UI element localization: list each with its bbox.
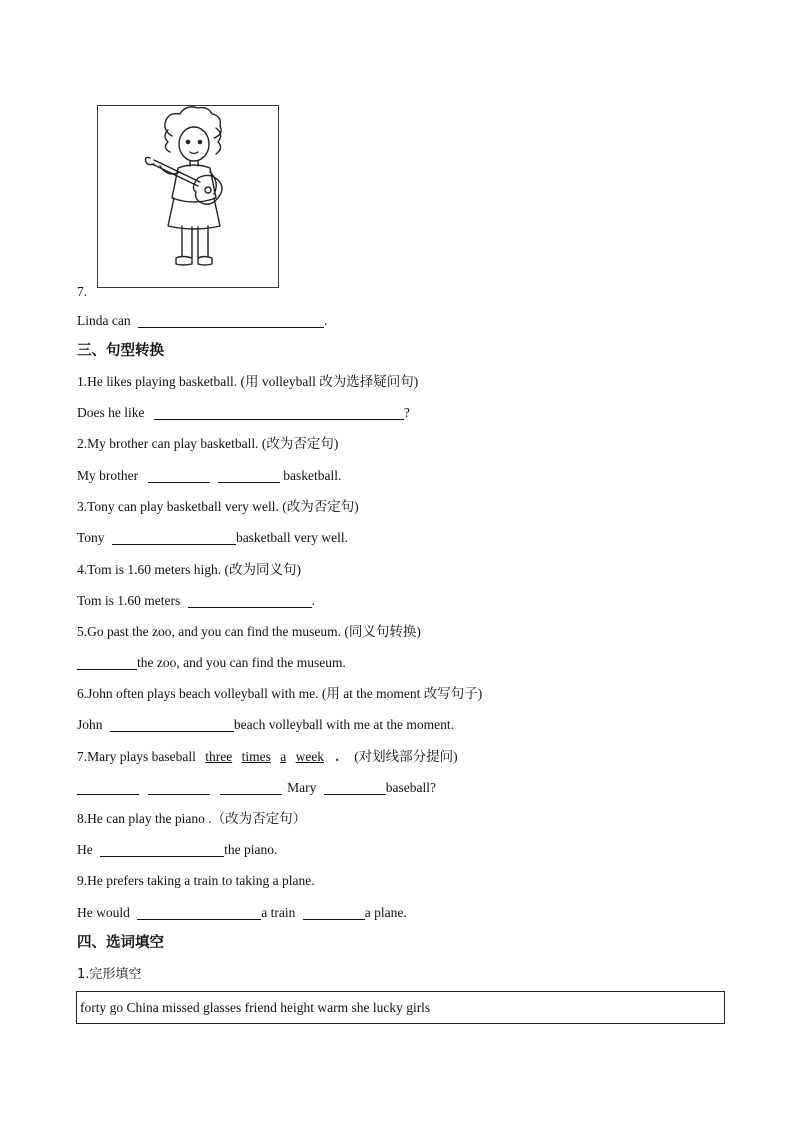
s3-q1-question: 1.He likes playing basketball. (用 volleyball 改为选择疑问句) (77, 374, 419, 389)
answer-blank[interactable] (77, 780, 139, 795)
section-4-title: 四、选词填空 (77, 935, 164, 951)
underlined-word: times (241, 749, 271, 764)
answer-blank[interactable] (218, 468, 280, 483)
answer-suffix: the piano. (224, 842, 278, 857)
section-3-title: 三、句型转换 (77, 343, 164, 359)
answer-prefix: My brother (77, 468, 139, 483)
question-7-answer-line (77, 312, 327, 330)
s3-q3-question: 3.Tony can play basketball very well. (改为否定句) (77, 499, 359, 514)
answer-prefix: John (77, 717, 103, 732)
girl-playing-guitar-illustration (97, 105, 279, 288)
word-bank-box (76, 991, 725, 1024)
answer-prefix: He would (77, 905, 130, 920)
answer-mid: Mary (287, 780, 317, 795)
s3-q3-answer (77, 529, 348, 547)
answer-blank[interactable] (220, 780, 282, 795)
answer-blank[interactable] (148, 780, 210, 795)
s3-q9-question: 9.He prefers taking a train to taking a plane. (77, 873, 315, 888)
s3-q6-answer (77, 716, 454, 734)
s3-q9-answer (77, 904, 407, 922)
answer-blank[interactable] (188, 593, 312, 608)
answer-blank[interactable] (112, 530, 236, 545)
question-7-number: 7. (77, 284, 88, 299)
answer-blank[interactable] (303, 905, 365, 920)
s3-q4-answer (77, 592, 315, 610)
answer-suffix: the zoo, and you can find the museum. (137, 655, 346, 670)
answer-suffix: ? (403, 405, 410, 420)
answer-blank[interactable] (110, 717, 234, 732)
word-bank-text: forty go China missed glasses friend height warm she lucky girls (80, 1000, 431, 1015)
answer-mid: a train (261, 905, 296, 920)
answer-prefix: Does he like (77, 405, 145, 420)
underlined-word: three (205, 749, 233, 764)
question-period: . (335, 749, 339, 764)
answer-suffix: baseball? (385, 780, 436, 795)
question-7-prompt: Linda can (77, 313, 131, 328)
section-4-subtitle: 1.完形填空 (77, 967, 142, 982)
answer-suffix: . (311, 593, 316, 608)
answer-prefix: Tom is 1.60 meters (77, 593, 181, 608)
answer-blank[interactable] (100, 842, 224, 857)
answer-blank[interactable] (324, 780, 386, 795)
s3-q2-answer (77, 467, 341, 485)
question-7-period: . (323, 313, 328, 328)
question-text: 7.Mary plays baseball (77, 749, 196, 764)
s3-q5-question: 5.Go past the zoo, and you can find the museum. (同义句转换) (77, 624, 421, 639)
s3-q7-answer (77, 779, 436, 797)
answer-suffix: basketball very well. (235, 530, 349, 545)
answer-prefix: He (77, 842, 93, 857)
answer-blank[interactable] (77, 655, 137, 670)
answer-blank[interactable] (154, 405, 404, 420)
s3-q1-answer (77, 404, 410, 422)
girl-guitar-drawing (98, 106, 277, 286)
answer-suffix: a plane. (364, 905, 407, 920)
s3-q8-question: 8.He can play the piano .（改为否定句） (77, 811, 307, 826)
underlined-word: week (295, 749, 325, 764)
answer-blank[interactable] (137, 905, 261, 920)
s3-q4-question: 4.Tom is 1.60 meters high. (改为同义句) (77, 562, 302, 577)
answer-suffix: beach volleyball with me at the moment. (233, 717, 454, 732)
s3-q7-question (77, 748, 458, 766)
s3-q8-answer (77, 841, 277, 859)
s3-q5-answer (77, 654, 346, 672)
answer-blank[interactable] (138, 313, 324, 328)
answer-blank[interactable] (148, 468, 210, 483)
question-instruction: (对划线部分提问) (354, 749, 458, 764)
answer-suffix: basketball. (283, 468, 342, 483)
s3-q2-question: 2.My brother can play basketball. (改为否定句) (77, 436, 339, 451)
answer-prefix: Tony (77, 530, 105, 545)
underlined-word: a (280, 749, 287, 764)
s3-q6-question: 6.John often plays beach volleyball with me. (用 at the moment 改写句子) (77, 686, 483, 701)
